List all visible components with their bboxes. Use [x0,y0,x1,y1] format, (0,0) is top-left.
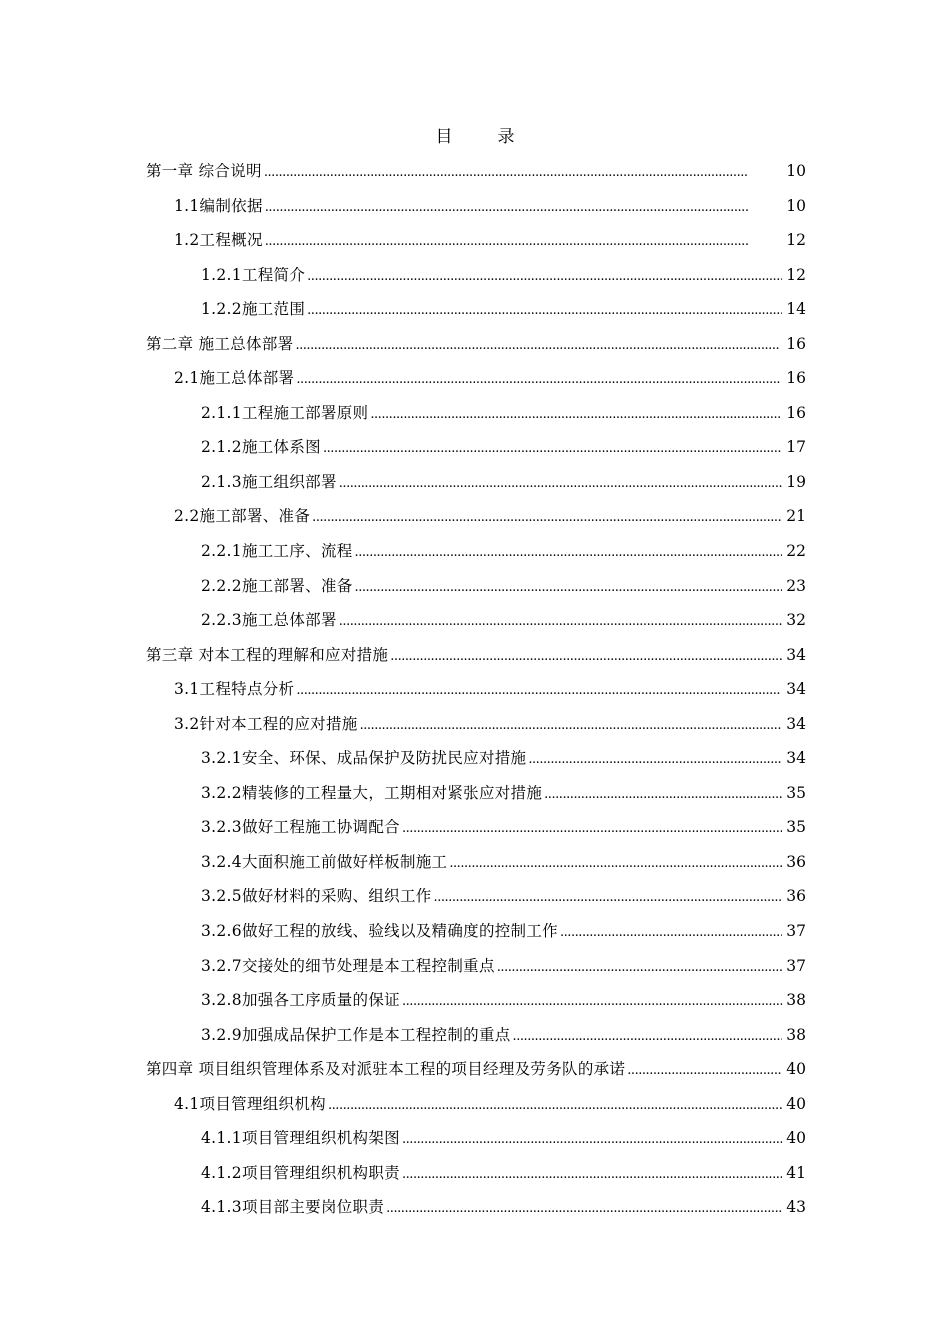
toc-entry-page-number: 40 [786,1060,806,1079]
toc-dot-leader [339,465,782,502]
toc-entry[interactable] [146,1121,806,1156]
toc-entry-label: 2.2.3施工总体部署 [201,611,337,630]
toc-entry-label: 3.2.8加强各工序质量的保证 [201,991,400,1010]
toc-entry-page-number: 34 [786,714,806,733]
toc-entry[interactable] [146,534,806,569]
toc-entry-page-number: 32 [786,611,806,630]
toc-dot-leader [360,707,782,744]
toc-entry-label: 3.2.2精装修的工程量大，工期相对紧张应对措施 [201,783,543,802]
toc-dot-leader [312,499,782,536]
toc-entry[interactable] [146,1087,806,1122]
toc-dot-leader [402,810,782,847]
toc-entry-label: 4.1.3项目部主要岗位职责 [201,1198,385,1217]
toc-entry[interactable] [146,154,806,189]
toc-entry[interactable] [146,983,806,1018]
toc-dot-leader [355,534,782,571]
toc-entry[interactable] [146,361,806,396]
toc-entry[interactable] [146,292,806,327]
toc-dot-leader [328,1087,782,1124]
toc-entry-label: 3.2.3做好工程施工协调配合 [201,818,400,837]
toc-entry-label: 1.1编制依据 [174,196,263,215]
toc-entry-label: 3.2.6做好工程的放线、验线以及精确度的控制工作 [201,922,558,941]
toc-dot-leader [390,638,782,675]
toc-entry-label: 2.2施工部署、准备 [174,507,311,526]
toc-dot-leader [339,603,782,640]
toc-entry-label: 4.1项目管理组织机构 [174,1094,326,1113]
toc-entry-label: 3.2.5做好材料的采购、组织工作 [201,887,432,906]
toc-entry[interactable] [146,258,806,293]
toc-dot-leader [544,776,782,813]
toc-dot-leader [386,1190,782,1227]
toc-dot-leader [560,914,782,951]
toc-entry-page-number: 10 [786,196,806,215]
toc-entry-page-number: 43 [786,1198,806,1217]
toc-entry-page-number: 34 [786,645,806,664]
toc-entry-page-number: 40 [786,1094,806,1113]
toc-entry[interactable] [146,949,806,984]
toc-entry-page-number: 37 [786,922,806,941]
toc-dot-leader [296,672,782,709]
toc-entry-page-number: 23 [786,576,806,595]
toc-entry-label: 第三章 对本工程的理解和应对措施 [146,645,389,664]
toc-entry[interactable] [146,603,806,638]
toc-entry-page-number: 38 [786,991,806,1010]
table-of-contents [146,154,806,1225]
toc-entry-label: 2.1.2施工体系图 [201,438,321,457]
toc-entry-label: 2.2.1施工工序、流程 [201,542,353,561]
toc-entry-page-number: 16 [786,369,806,388]
toc-entry-page-number: 19 [786,472,806,491]
toc-entry-page-number: 36 [786,852,806,871]
toc-entry[interactable] [146,810,806,845]
toc-entry-page-number: 12 [786,265,806,284]
toc-entry[interactable] [146,672,806,707]
toc-dot-leader [528,741,782,778]
toc-dot-leader [296,361,782,398]
toc-entry-label: 3.2.1安全、环保、成品保护及防扰民应对措施 [201,749,527,768]
toc-entry[interactable] [146,1190,806,1225]
toc-entry-label: 第四章 项目组织管理体系及对派驻本工程的项目经理及劳务队的承诺 [146,1060,626,1079]
toc-dot-leader [295,327,782,364]
toc-dot-leader [497,949,782,986]
toc-entry-page-number: 35 [786,783,806,802]
toc-entry[interactable] [146,776,806,811]
toc-entry[interactable] [146,707,806,742]
toc-entry[interactable] [146,223,806,258]
toc-entry-label: 1.2.2施工范围 [201,300,306,319]
toc-dot-leader [402,1156,782,1193]
toc-entry[interactable] [146,879,806,914]
toc-entry-page-number: 10 [786,162,806,180]
toc-dot-leader [264,154,782,191]
toc-entry[interactable] [146,189,806,224]
toc-entry-label: 2.1施工总体部署 [174,369,295,388]
toc-entry-page-number: 34 [786,680,806,699]
toc-entry-label: 2.2.2施工部署、准备 [201,576,353,595]
toc-entry[interactable] [146,638,806,673]
toc-entry-page-number: 16 [786,334,806,353]
toc-entry-page-number: 22 [786,542,806,561]
toc-entry-page-number: 41 [786,1163,806,1182]
toc-entry-label: 3.2.7交接处的细节处理是本工程控制重点 [201,956,495,975]
toc-entry-page-number: 12 [786,231,806,250]
toc-dot-leader [513,1018,782,1055]
toc-entry-page-number: 40 [786,1129,806,1148]
toc-entry-page-number: 14 [786,300,806,319]
toc-entry[interactable] [146,1156,806,1191]
toc-entry-label: 1.2.1工程简介 [201,265,306,284]
toc-entry-page-number: 21 [786,507,806,526]
toc-entry[interactable] [146,396,806,431]
toc-entry-page-number: 38 [786,1025,806,1044]
toc-entry-label: 1.2工程概况 [174,231,263,250]
toc-entry-label: 3.1工程特点分析 [174,680,295,699]
toc-entry-label: 2.1.3施工组织部署 [201,472,337,491]
toc-dot-leader [449,845,782,882]
toc-dot-leader [434,879,782,916]
toc-entry-label: 3.2针对本工程的应对措施 [174,714,358,733]
toc-dot-leader [627,1052,782,1089]
toc-entry-label: 2.1.1工程施工部署原则 [201,403,369,422]
toc-dot-leader [402,983,782,1020]
toc-entry[interactable] [146,465,806,500]
toc-entry-label: 4.1.2项目管理组织机构职责 [201,1163,400,1182]
toc-entry-page-number: 35 [786,818,806,837]
toc-entry[interactable] [146,845,806,880]
toc-entry-page-number: 16 [786,403,806,422]
toc-entry[interactable] [146,1052,806,1087]
toc-dot-leader [265,223,782,260]
toc-entry[interactable] [146,499,806,534]
toc-entry[interactable] [146,569,806,604]
toc-entry-label: 3.2.9加强成品保护工作是本工程控制的重点 [201,1025,511,1044]
toc-dot-leader [307,258,782,295]
toc-entry[interactable] [146,430,806,465]
toc-entry-label: 3.2.4大面积施工前做好样板制施工 [201,852,448,871]
toc-entry[interactable] [146,741,806,776]
toc-entry-label: 4.1.1项目管理组织机构架图 [201,1129,400,1148]
toc-title: 目 录 [435,127,529,147]
toc-dot-leader [323,430,782,467]
toc-dot-leader [265,189,782,226]
toc-entry[interactable] [146,914,806,949]
toc-entry-label: 第一章 综合说明 [146,162,262,180]
toc-entry[interactable] [146,327,806,362]
toc-entry-page-number: 34 [786,749,806,768]
toc-entry-page-number: 37 [786,956,806,975]
toc-dot-leader [307,292,782,329]
toc-entry-page-number: 36 [786,887,806,906]
toc-entry-label: 第二章 施工总体部署 [146,334,294,353]
toc-dot-leader [370,396,782,433]
toc-entry-page-number: 17 [786,438,806,457]
toc-dot-leader [355,569,782,606]
toc-dot-leader [402,1121,782,1158]
toc-entry[interactable] [146,1018,806,1053]
